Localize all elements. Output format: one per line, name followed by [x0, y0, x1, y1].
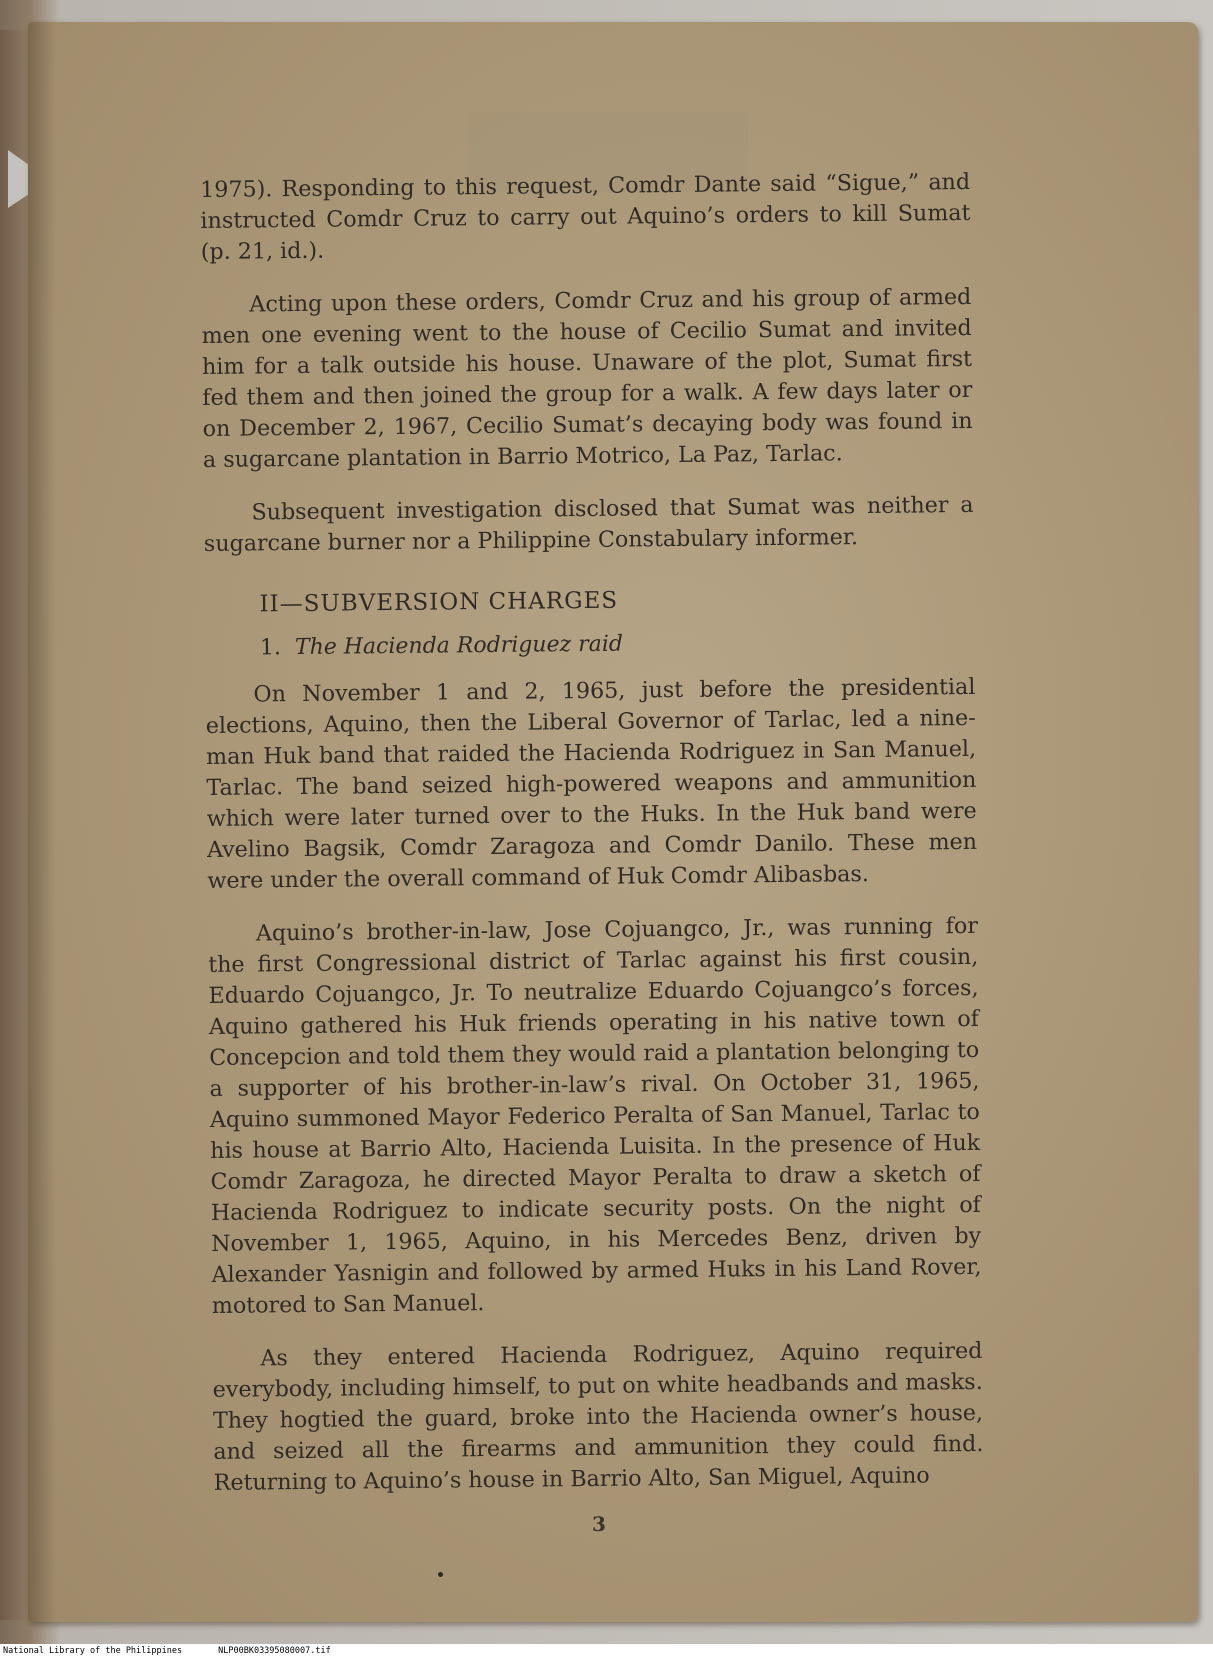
- footer-file-code: NLP00BK03395080007.tif: [218, 1646, 331, 1656]
- subsection-title: The Hacienda Rodriguez raid: [294, 631, 624, 661]
- paragraph-raid: On November 1 and 2, 1965, just before the presidential elections, Aquino, then the Liberal Governor of Tarlac, led a nine-man Huk band that raided the Hacienda Rodriguez in San Manuel, Tarlac. The band seized high-powered weapons and ammunition which were later turned over to the Huks. In the Huk band were Avelino Bagsik, Comdr Zaragoza and Comdr Danilo. These men were under the overall command of Huk Comdr Alibasbas.: [205, 673, 978, 894]
- paragraph-acting-upon-orders: Acting upon these orders, Comdr Cruz and his group of armed men one evening went to the house of Cecilio Sumat and invited him for a talk outside his house. Unaware of the plot, Sumat first fed them and then joined the group for a walk. A few days later or on December 2, 1967, Cecilio Sumat’s decaying body was found in a sugarcane plantation in Barrio Motrico, La Paz, Tarlac.: [201, 283, 973, 473]
- page-text: [200, 167, 984, 1521]
- subsection-heading: [260, 625, 975, 663]
- subsection-number: 1.: [259, 635, 282, 661]
- paragraph-entered-hacienda: As they entered Hacienda Rodriguez, Aquino required everybody, including himself, to put on white headbands and masks. They hogtied the guard, broke into the Hacienda owner’s house, and seized all the firearms and ammunition they could find. Returning to Aquino’s house in Barrio Alto, San Miguel, Aquino: [212, 1337, 984, 1496]
- page-fold-shadow: [28, 22, 56, 1622]
- scan-footer: [0, 1644, 1213, 1658]
- paragraph-continuation: 1975). Responding to this request, Comdr Dante said “Sigue,” and instructed Comdr Cruz to carry out Aquino’s orders to kill Sumat (p. 21, id.).: [200, 168, 971, 265]
- page-number: 3: [592, 1512, 606, 1536]
- paragraph-investigation: Subsequent investigation disclosed that Sumat was neither a sugarcane burner nor a Philippine Constabulary informer.: [203, 491, 974, 557]
- ink-dot: [438, 1572, 443, 1577]
- footer-library: National Library of the Philippines: [3, 1646, 183, 1656]
- paragraph-brother-in-law: Aquino’s brother-in-law, Jose Cojuangco, Jr., was running for the first Congressional district of Tarlac against his first cousin, Eduardo Cojuangco, Jr. To neutralize Eduardo Cojuangco’s forces, Aquino gathered his Huk friends operating in his native town of Concepcion and told them they would raid a plantation belonging to a supporter of his brother-in-law’s rival. On October 31, 1965, Aquino summoned Mayor Federico Peralta of San Manuel, Tarlac to his house at Barrio Alto, Hacienda Luisita. In the presence of Huk Comdr Zaragoza, he directed Mayor Peralta to draw a sketch of Hacienda Rodriguez to indicate security posts. On the night of November 1, 1965, Aquino, in his Mercedes Benz, driven by Alexander Yasnigin and followed by armed Huks in his Land Rover, motored to San Manuel.: [208, 912, 982, 1319]
- section-heading: II—SUBVERSION CHARGES: [259, 587, 619, 618]
